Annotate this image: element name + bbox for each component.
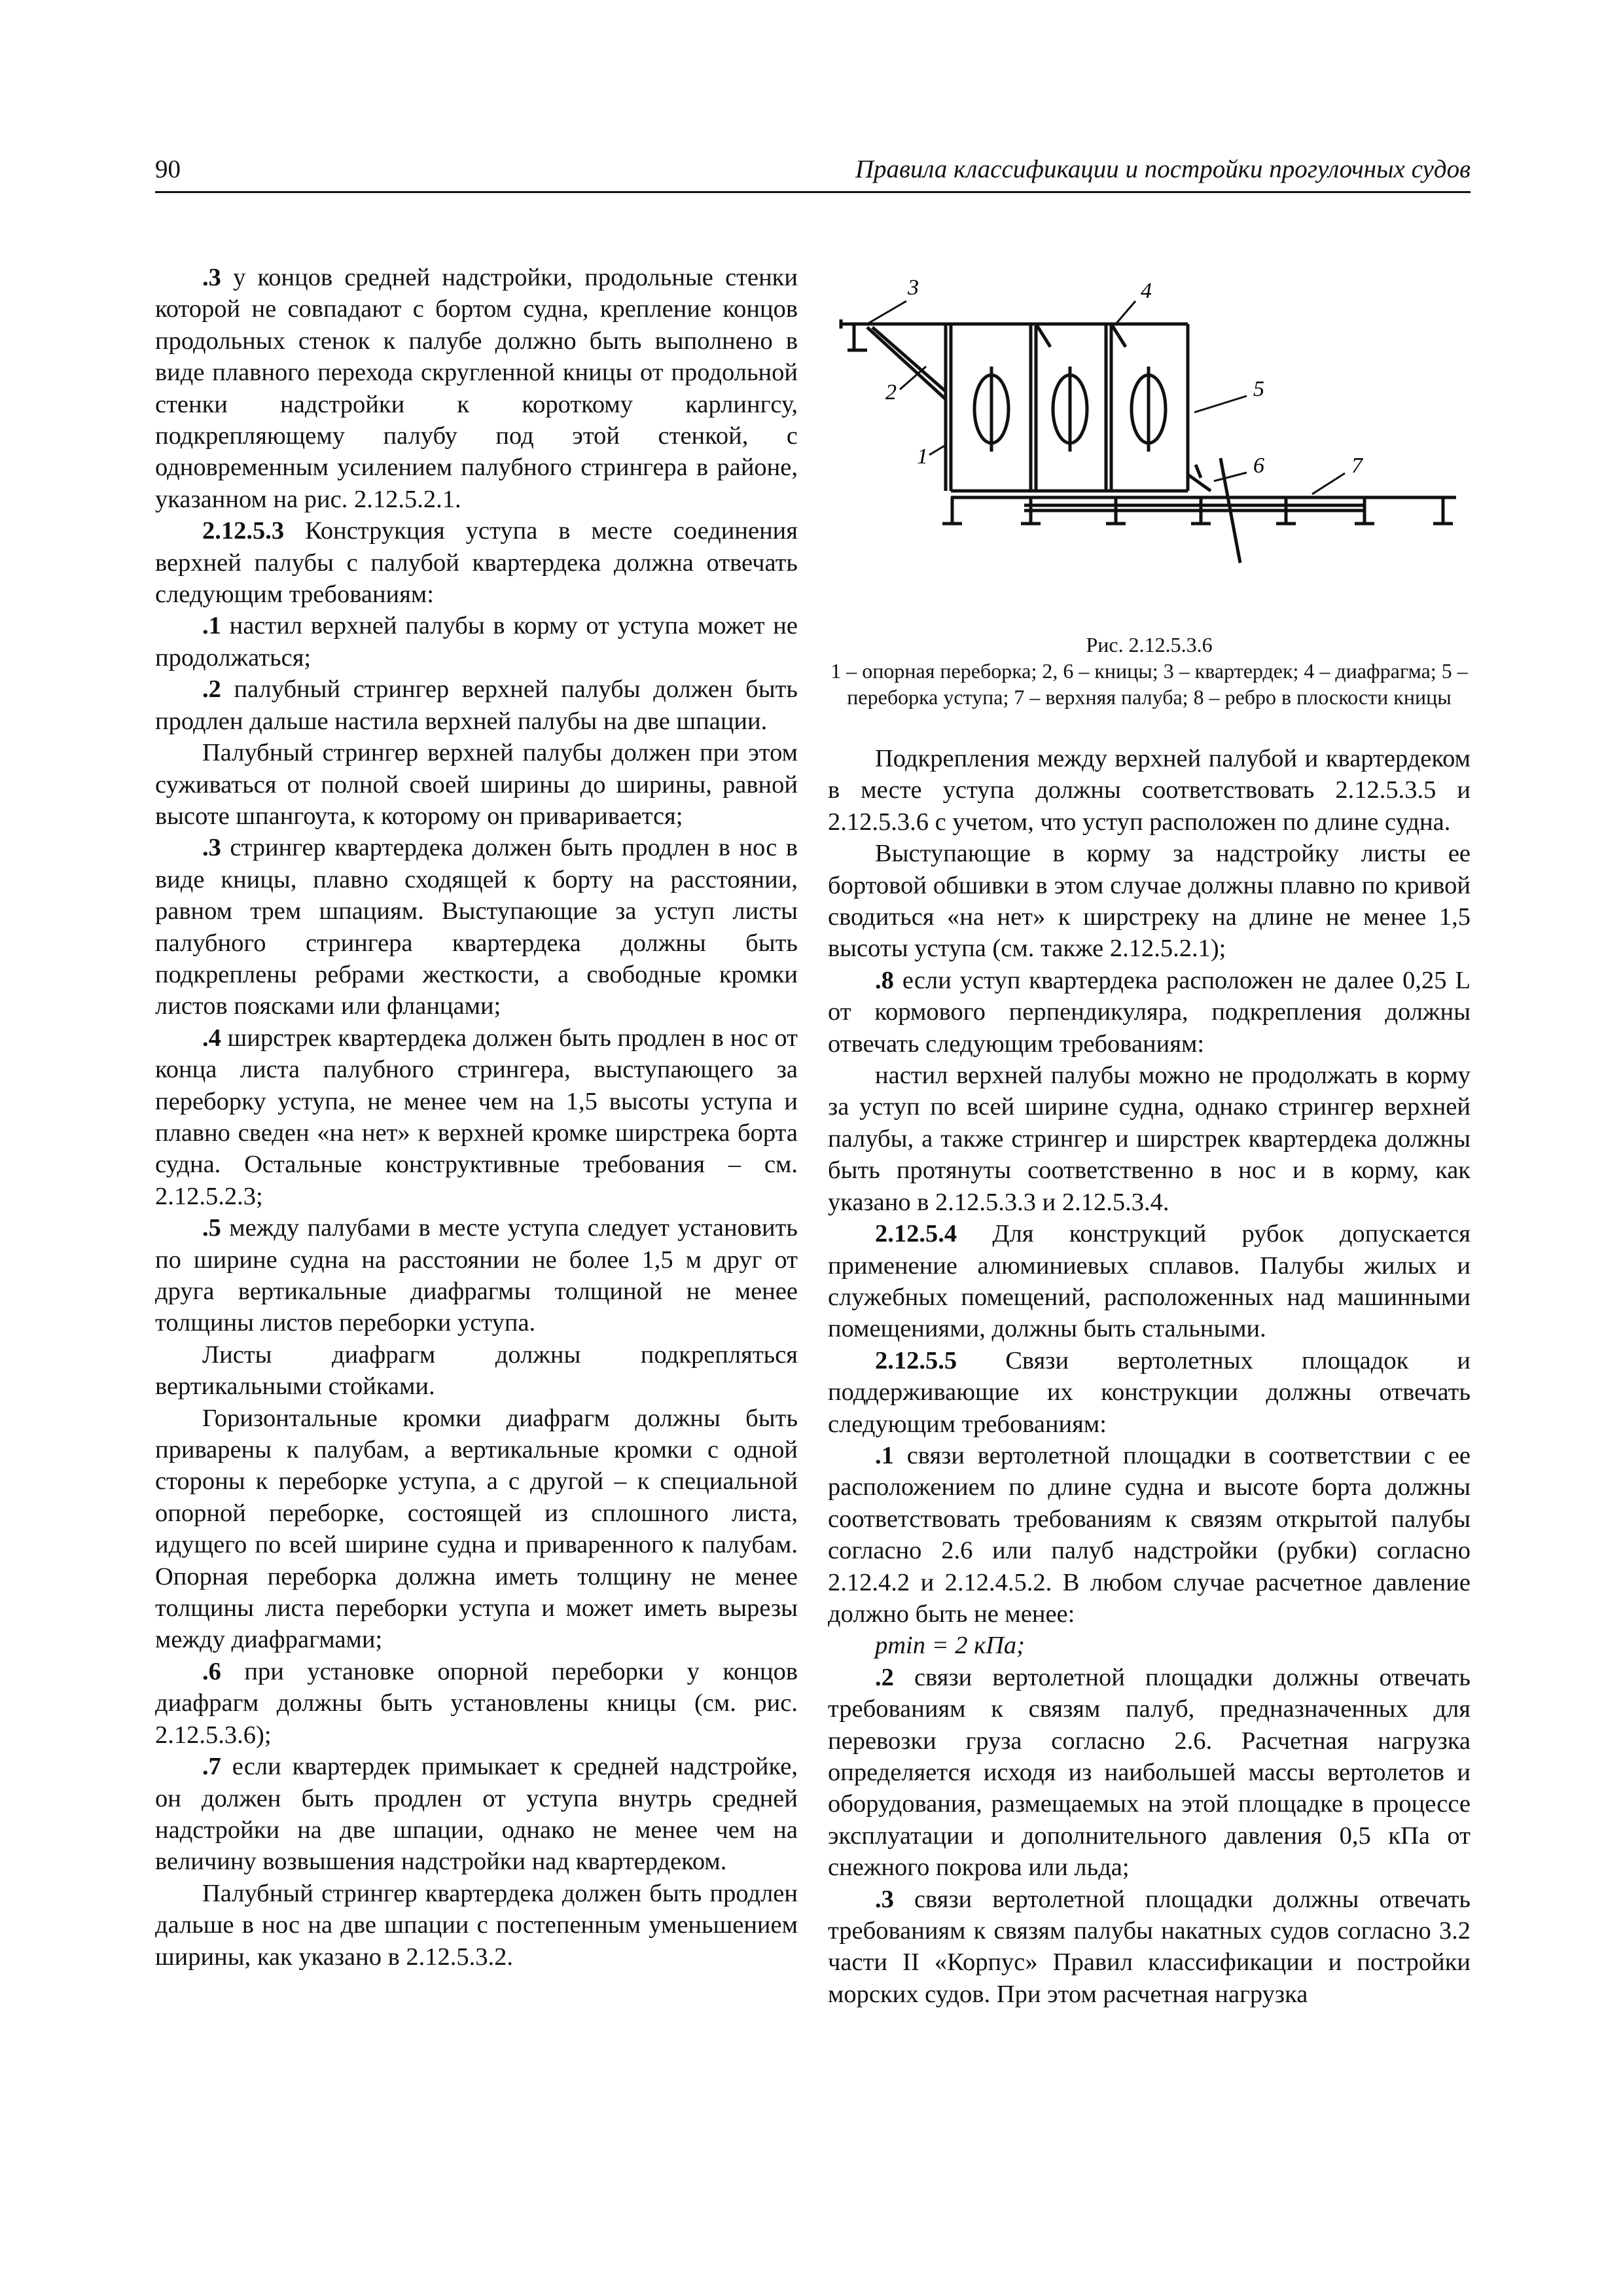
figure-label-2: 2 (885, 380, 897, 404)
paragraph: Палубный стрингер верхней палубы должен при этом суживаться от полной своей ширины до ширины, равной высоте шпангоута, к которому он приваривается; (155, 739, 798, 830)
paragraph: .7 если квартердек примыкает к средней надстройке, он должен быть продлен от уступа внутрь средней надстройки на две шпации, однако не менее чем на величину возвышения надстройки над квартердеком. (155, 1753, 798, 1876)
figure-label-6: 6 (1253, 454, 1264, 478)
paragraph: 2.12.5.5 Связи вертолетных площадок и поддерживающие их конструкции должны отвечать следующим требованиям: (828, 1346, 1471, 1438)
figure-title: Рис. 2.12.5.3.6 (1086, 633, 1213, 656)
paragraph: .4 ширстрек квартердека должен быть продлен в нос от конца листа палубного стрингера, выступающего за переборку уступа, не менее чем на 1,5 высоты уступа и плавно сведен «на нет» к верхней кромке ширстрека борта судна. Остальные конструктивные требования – см. 2.12.5.2.3; (155, 1024, 798, 1210)
left-column (155, 262, 798, 1973)
paragraph: .5 между палубами в месте уступа следует установить по ширине судна на расстоянии не более 1,5 м друг от друга вертикальные диафрагмы толщиной не менее толщины листов переборки уступа. (155, 1214, 798, 1337)
paragraph: .2 палубный стрингер верхней палубы должен быть продлен дальше настила верхней палубы на две шпации. (155, 675, 798, 735)
paragraph: Листы диафрагм должны подкрепляться вертикальными стойками. (155, 1340, 798, 1401)
figure-label-5: 5 (1253, 377, 1264, 401)
right-column (828, 743, 1471, 2010)
paragraph: .2 связи вертолетной площадки должны отвечать требованиям к связям палуб, предназначенных для перевозки груза согласно 2.6. Расчетная нагрузка определяется исходя из наибольшей массы вертолетов и оборудования, размещаемых на этой площадке в процессе эксплуатации и дополнительного давления 0,5 кПа от снежного покрова или льда; (828, 1663, 1471, 1882)
paragraph: Палубный стрингер квартердека должен быть продлен дальше в нос на две шпации с постепенным уменьшением ширины, как указано в 2.12.5.3.2. (155, 1879, 798, 1971)
page-header (155, 154, 1471, 194)
paragraph: настил верхней палубы можно не продолжать в корму за уступ по всей ширине судна, однако стрингер верхней палубы, а также стрингер и ширстрек квартердека должны быть протянуты соответственно в нос и в корму, как указано в 2.12.5.3.3 и 2.12.5.3.4. (828, 1062, 1471, 1216)
paragraph: Подкрепления между верхней палубой и квартердеком в месте уступа должны соответствовать 2.12.5.3.5 и 2.12.5.3.6 с учетом, что уступ расположен по длине судна. (828, 745, 1471, 836)
figure-label-3: 3 (908, 276, 919, 300)
paragraph: .1 связи вертолетной площадки в соответствии с ее расположением по длине судна и высоте борта должны соответствовать требованиям к связям открытой палубы согласно 2.6 или палуб надстройки (рубки) согласно 2.12.4.2 и 2.12.4.5.2. В любом случае расчетное давление должно быть не менее: (828, 1441, 1471, 1628)
paragraph: Горизонтальные кромки диафрагм должны быть приварены к палубам, а вертикальные кромки с одной стороны к переборке уступа, а с другой – к специальной опорной переборке, состоящей из сплошного листа, идущего по всей ширине судна и приваренного к палубам. Опорная переборка должна иметь толщину не менее толщины листа переборки уступа и может иметь вырезы между диафрагмами; (155, 1404, 798, 1654)
formula: pmin = 2 кПа; (875, 1632, 1025, 1660)
figure-label-1: 1 (917, 444, 928, 469)
paragraph: .3 связи вертолетной площадки должны отвечать требованиям к связям палубы накатных судов согласно 3.2 части II «Корпус» Правил классификации и постройки морских судов. При этом расчетная нагрузка (828, 1885, 1471, 2008)
figure-label-7: 7 (1351, 454, 1363, 478)
paragraph: .3 у концов средней надстройки, продольные стенки которой не совпадают с бортом судна, крепление концов продольных стенок к палубе должно быть выполнено в виде плавного перехода скругленной кницы от продольной стенки надстройки к короткому карлингсу, подкрепляющему палубу под этой стенкой, с одновременным усилением палубного стрингера в районе, указанном на рис. 2.12.5.2.1. (155, 264, 798, 513)
header-rule (155, 191, 1471, 193)
running-title: Правила классификации и постройки прогулочных судов (855, 155, 1471, 183)
paragraph: 2.12.5.3 Конструкция уступа в месте соединения верхней палубы с палубой квартердека должна отвечать следующим требованиям: (155, 517, 798, 609)
figure-caption (828, 632, 1471, 710)
paragraph: Выступающие в корму за надстройку листы ее бортовой обшивки в этом случае должны плавно по кривой сводиться «на нет» к ширстреку на длине не менее 1,5 высоты уступа (см. также 2.12.5.2.1); (828, 840, 1471, 963)
paragraph: 2.12.5.4 Для конструкций рубок допускается применение алюминиевых сплавов. Палубы жилых и служебных помещений, расположенных над машинными помещениями, должны быть стальными. (828, 1220, 1471, 1343)
figure-legend: 1 – опорная переборка; 2, 6 – кницы; 3 – квартердек; 4 – диафрагма; 5 – переборка уступа; 7 – верхняя палуба; 8 – ребро в плоскости кницы (830, 659, 1468, 709)
paragraph: .3 стрингер квартердека должен быть продлен в нос в виде кницы, плавно сходящей к борту на расстоянии, равном трем шпациям. Выступающие за уступ листы палубного стрингера квартердека должны быть подкреплены ребрами жесткости, а свободные кромки листов поясками или фланцами; (155, 834, 798, 1020)
paragraph: .6 при установке опорной переборки у концов диафрагм должны быть установлены кницы (см. рис. 2.12.5.3.6); (155, 1657, 798, 1749)
figure-drawing (828, 262, 1471, 576)
figure-label-4: 4 (1141, 279, 1152, 303)
paragraph: .8 если уступ квартердека расположен не далее 0,25 L от кормового перпендикуляра, подкрепления должны отвечать следующим требованиям: (828, 966, 1471, 1058)
paragraph: .1 настил верхней палубы в корму от уступа может не продолжаться; (155, 612, 798, 672)
page-number: 90 (155, 155, 181, 183)
